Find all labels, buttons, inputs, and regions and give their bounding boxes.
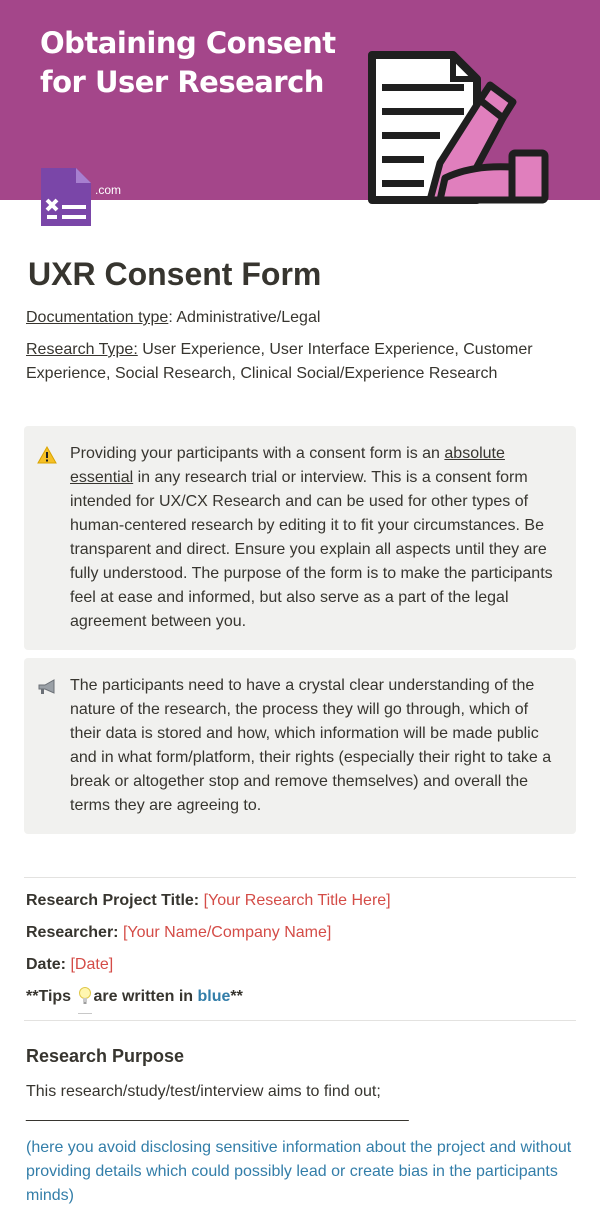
purpose-tip: (here you avoid disclosing sensitive information about the project and without providing details which could possibly lead or create bias in the participants minds) — [26, 1139, 572, 1204]
callout-text-start: Providing your participants with a consent form is an — [70, 445, 445, 462]
callout-text — [70, 442, 558, 634]
field-placeholder[interactable]: [Date] — [70, 956, 114, 973]
callout-warning — [24, 426, 576, 650]
divider — [24, 1020, 576, 1021]
callout-emphasis: absolute essential — [70, 445, 505, 486]
callout-text: The participants need to have a crystal clear understanding of the nature of the research, the process they will go through, which of their data is stored and how, which information will be made public and in what form/platform, their rights (especially their right to take a break or altogether stop and remove themselves) and overall the terms they are agreeing to. — [70, 677, 552, 814]
document-pen-illustration — [360, 48, 560, 200]
tips-note — [26, 985, 243, 1014]
section-heading-research-purpose: Research Purpose — [26, 1046, 185, 1066]
banner-title-line1: Obtaining Consent — [40, 26, 336, 60]
field-research-project-title — [26, 889, 391, 913]
field-label: Researcher: — [26, 924, 119, 941]
lightbulb-icon — [78, 987, 92, 1014]
tips-suffix: ** — [230, 988, 243, 1005]
banner-title-line2: for User Research — [40, 65, 324, 99]
warning-icon — [37, 446, 57, 464]
field-placeholder[interactable]: [Your Research Title Here] — [203, 892, 391, 909]
callout-text-end: in any research trial or interview. This is a consent form intended for UX/CX Research and can be used for other types of human-centered research by editing it to fit your circumstances. Be transparent and direct. Ensure you explain all aspects until they are fully understood. The purpose of the form is to make the participants feel at ease and informed, but also serve as a part of the legal agreement between you. — [70, 469, 553, 630]
purpose-intro: This research/study/test/interview aims to find out; — [26, 1083, 381, 1100]
property-documentation-type — [26, 306, 574, 330]
divider — [24, 877, 576, 878]
property-label[interactable]: Documentation type — [26, 309, 169, 326]
field-placeholder[interactable]: [Your Name/Company Name] — [122, 924, 332, 941]
banner-title — [40, 24, 336, 102]
megaphone-icon — [37, 678, 57, 696]
field-researcher — [26, 921, 331, 945]
tips-middle: are written in — [93, 988, 198, 1005]
field-label: Research Project Title: — [26, 892, 200, 909]
tips-prefix: **Tips — [26, 988, 76, 1005]
property-value: User Experience, User Interface Experience, Customer Experience, Social Research, Clinical Social/Experience Research — [26, 341, 533, 382]
field-label: Date: — [26, 956, 67, 973]
property-label[interactable]: Research Type: — [26, 341, 138, 358]
field-date — [26, 953, 113, 977]
property-research-type — [26, 338, 574, 386]
banner-domain: .com — [95, 183, 122, 197]
callout-megaphone — [24, 658, 576, 834]
page-title: UXR Consent Form — [28, 256, 322, 292]
purpose-blank-line[interactable]: ___________________________________________ — [26, 1105, 409, 1122]
checklist-document-icon — [40, 167, 92, 227]
tips-blue-word: blue — [197, 988, 231, 1005]
property-value: : Administrative/Legal — [168, 309, 321, 326]
